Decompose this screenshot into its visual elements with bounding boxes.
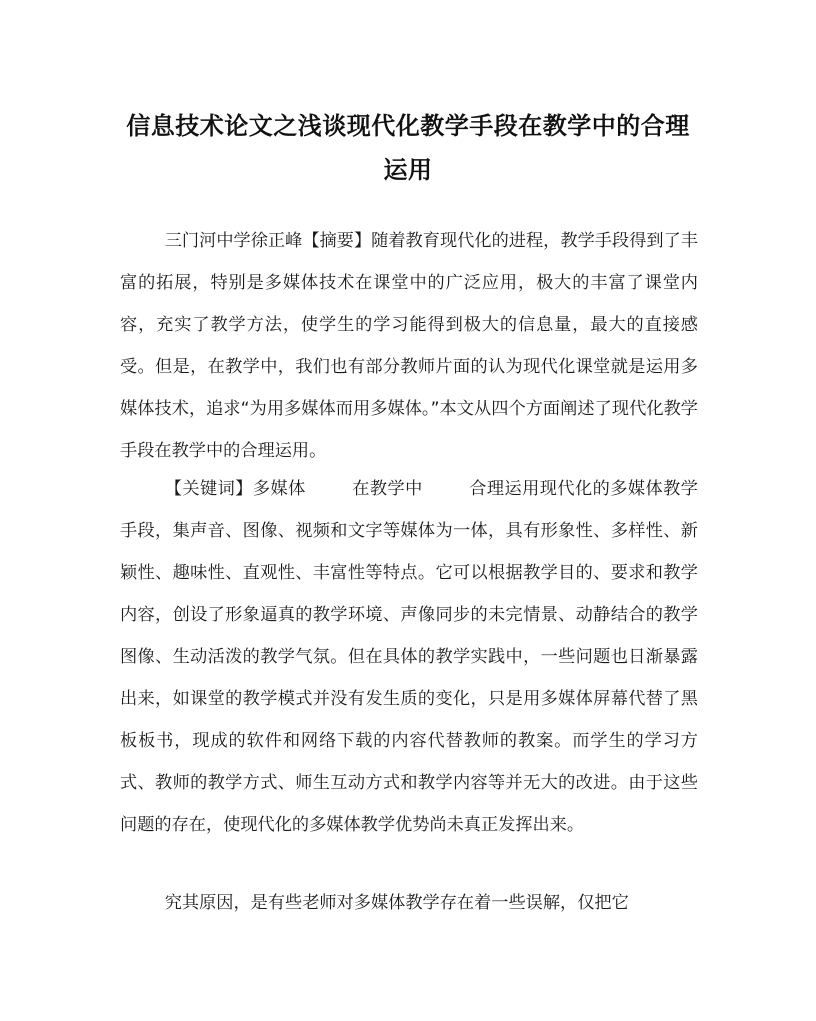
keywords-body: 合理运用现代化的多媒体教学手段，集声音、图像、视频和文字等媒体为一体，具有形象性、多样性、新颖性、趣味性、直观性、丰富性等特点。它可以根据教学目的、要求和教学内容，创设了形象逼真的教学环境、声像同步的未完情景、动静结合的教学图像、生动活泼的教学气氛。但在具体的教学实践中，一些问题也日渐暴露出来，如课堂的教学模式并没有发生质的变化，只是用多媒体屏幕代替了黑板板书，现成的软件和网络下载的内容代替教师的教案。而学生的学习方式、教师的教学方式、师生互动方式和教学内容等并无大的改进。由于这些问题的存在，使现代化的多媒体教学优势尚未真正发挥出来。 — [120, 479, 698, 835]
keywords-label: 【关键词】多媒体 — [164, 479, 306, 499]
document-title: 信息技术论文之浅谈现代化教学手段在教学中的合理运用 — [126, 111, 690, 184]
abstract-paragraph: 三门河中学徐正峰【摘要】随着教育现代化的进程，教学手段得到了丰富的拓展，特别是多媒体技术在课堂中的广泛应用，极大的丰富了课堂内容，充实了教学方法，使学生的学习能得到极大的信息量，最大的直接感受。但是，在教学中，我们也有部分教师片面的认为现代化课堂就是运用多媒体技术，追求“为用多媒体而用多媒体。”本文从四个方面阐述了现代化教学手段在教学中的合理运用。 — [120, 231, 698, 461]
reason-paragraph: 究其原因，是有些老师对多媒体教学存在着一些误解，仅把它 — [164, 893, 629, 913]
keyword-in-teaching: 在教学中 — [351, 479, 423, 499]
keywords-paragraph — [120, 468, 698, 846]
